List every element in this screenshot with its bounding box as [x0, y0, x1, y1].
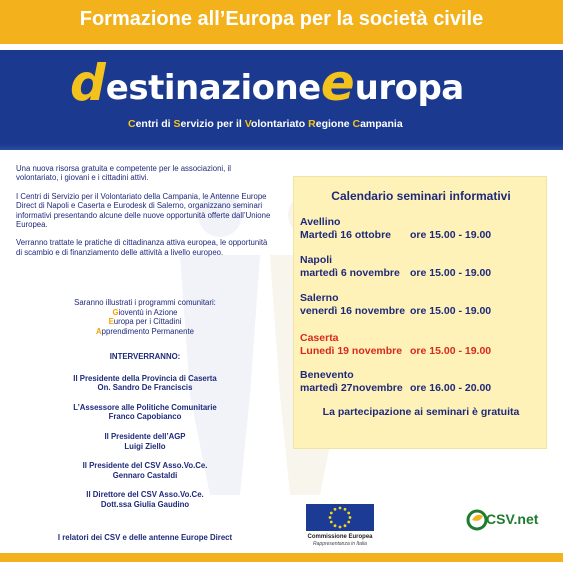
logo-initial-d: d — [70, 54, 106, 112]
csv-net-logo — [466, 508, 546, 534]
program-item — [16, 317, 274, 327]
logo-word-1: estinazione — [105, 68, 321, 108]
event-city: Avellino — [300, 216, 341, 228]
calendar-event-avellino — [300, 216, 546, 241]
logo-word-2: uropa — [354, 68, 464, 108]
calendar-event-caserta — [300, 332, 546, 357]
calendar-event-salerno — [300, 292, 546, 317]
seminar-calendar — [293, 176, 547, 449]
event-time: ore 15.00 - 19.00 — [410, 228, 492, 241]
intro-paragraph-3: Verranno trattate le pratiche di cittadinanza attiva europea, le opportunità di scambio e di finanziamento delle attività a livello europeo. — [16, 238, 268, 257]
speaker-item — [16, 374, 274, 393]
subtitle-text: egione — [315, 118, 353, 130]
csv-leaf-icon — [466, 508, 488, 532]
event-city: Salerno — [300, 292, 339, 304]
speaker-item — [16, 461, 274, 480]
programs-section — [16, 298, 274, 336]
event-time: ore 15.00 - 19.00 — [410, 266, 492, 279]
eu-subtitle: Rappresentanza in Italia — [313, 541, 367, 547]
event-date: venerdì 16 novembre — [300, 304, 406, 317]
speaker-name: Franco Capobianco — [108, 412, 182, 422]
subtitle-initial: C — [352, 118, 361, 130]
event-date: martedì 27novembre — [300, 381, 403, 394]
subtitle-text: ervizio per il — [180, 118, 245, 130]
speakers-section — [16, 352, 274, 520]
event-city: Benevento — [300, 369, 354, 381]
event-time: ore 15.00 - 19.00 — [410, 344, 492, 357]
speaker-item — [16, 432, 274, 451]
event-city: Napoli — [300, 254, 333, 266]
programs-heading: Saranno illustrati i programmi comunitari: — [74, 298, 216, 307]
subtitle-text: olontariato — [250, 118, 309, 130]
subtitle-text: ampania — [360, 118, 403, 130]
speaker-role: Il Presidente dell’AGP — [104, 431, 186, 441]
program-item — [16, 308, 274, 318]
program-item — [16, 327, 274, 337]
calendar-event-benevento — [300, 369, 546, 394]
event-city: Caserta — [300, 332, 339, 344]
speaker-item — [16, 490, 274, 509]
speakers-heading: INTERVERRANNO: — [109, 352, 181, 361]
destinazione-europa-logo — [70, 54, 464, 112]
intro-paragraph-1: Una nuova risorsa gratuita e competente per le associazioni, il volontariato, i giovani e i cittadini attivi. — [16, 164, 231, 183]
program-name: uropa per i Cittadini — [113, 317, 182, 327]
calendar-title: Calendario seminari informativi — [331, 189, 511, 203]
top-banner — [0, 0, 563, 44]
subtitle-text: entri di — [135, 118, 174, 130]
subtitle-initial: C — [128, 118, 136, 130]
speaker-name: Gennaro Castaldi — [112, 470, 178, 480]
speaker-role: Il Direttore del CSV Asso.Vo.Ce. — [86, 490, 204, 500]
event-time: ore 16.00 - 20.00 — [410, 381, 492, 394]
program-initial: E — [108, 317, 114, 327]
event-date: Lunedì 19 novembre — [300, 344, 403, 357]
subtitle-initial: R — [308, 118, 316, 130]
speaker-name: On. Sandro De Franciscis — [97, 383, 193, 393]
intro-text — [16, 164, 274, 266]
speaker-item — [16, 403, 274, 422]
event-date: Martedì 16 ottobre — [300, 228, 392, 241]
banner-title: Formazione all’Europa per la società civile — [79, 8, 484, 30]
calendar-event-napoli — [300, 254, 546, 279]
speaker-name: Luigi Ziello — [124, 441, 166, 451]
calendar-note: La partecipazione ai seminari è gratuita — [322, 406, 520, 418]
european-commission-logo — [306, 504, 374, 548]
program-initial: A — [96, 326, 102, 336]
program-initial: G — [112, 307, 119, 317]
eu-name: Commissione Europea — [307, 534, 373, 540]
subtitle-initial: V — [244, 118, 251, 130]
intro-paragraph-2: I Centri di Servizio per il Volontariato della Campania, le Antenne Europe Direct di Napoli e Caserta e Eurodesk di Salerno, organizzano seminari informativi presentando alcune delle nuove opportunità offerte dall’Unione Europea. — [16, 191, 271, 230]
program-name: ioventù in Azione — [118, 307, 178, 317]
bottom-banner — [0, 553, 563, 562]
event-time: ore 15.00 - 19.00 — [410, 304, 492, 317]
eu-flag-icon — [306, 504, 374, 531]
speaker-name: Dott.ssa Giulia Gaudino — [100, 499, 190, 509]
speaker-role: Il Presidente della Provincia di Caserta — [73, 373, 217, 383]
speaker-role: Il Presidente del CSV Asso.Vo.Ce. — [82, 461, 208, 471]
csv-logo-text: CSV.net — [486, 511, 539, 527]
program-name: pprendimento Permanente — [101, 326, 194, 336]
closing-line: I relatori dei CSV e delle antenne Europe Direct — [57, 533, 233, 542]
header-subtitle — [128, 118, 403, 130]
subtitle-initial: S — [173, 118, 181, 130]
logo-initial-e: e — [320, 54, 355, 112]
speaker-role: L’Assessore alle Politiche Comunitarie — [73, 402, 217, 412]
event-date: martedì 6 novembre — [300, 266, 400, 279]
